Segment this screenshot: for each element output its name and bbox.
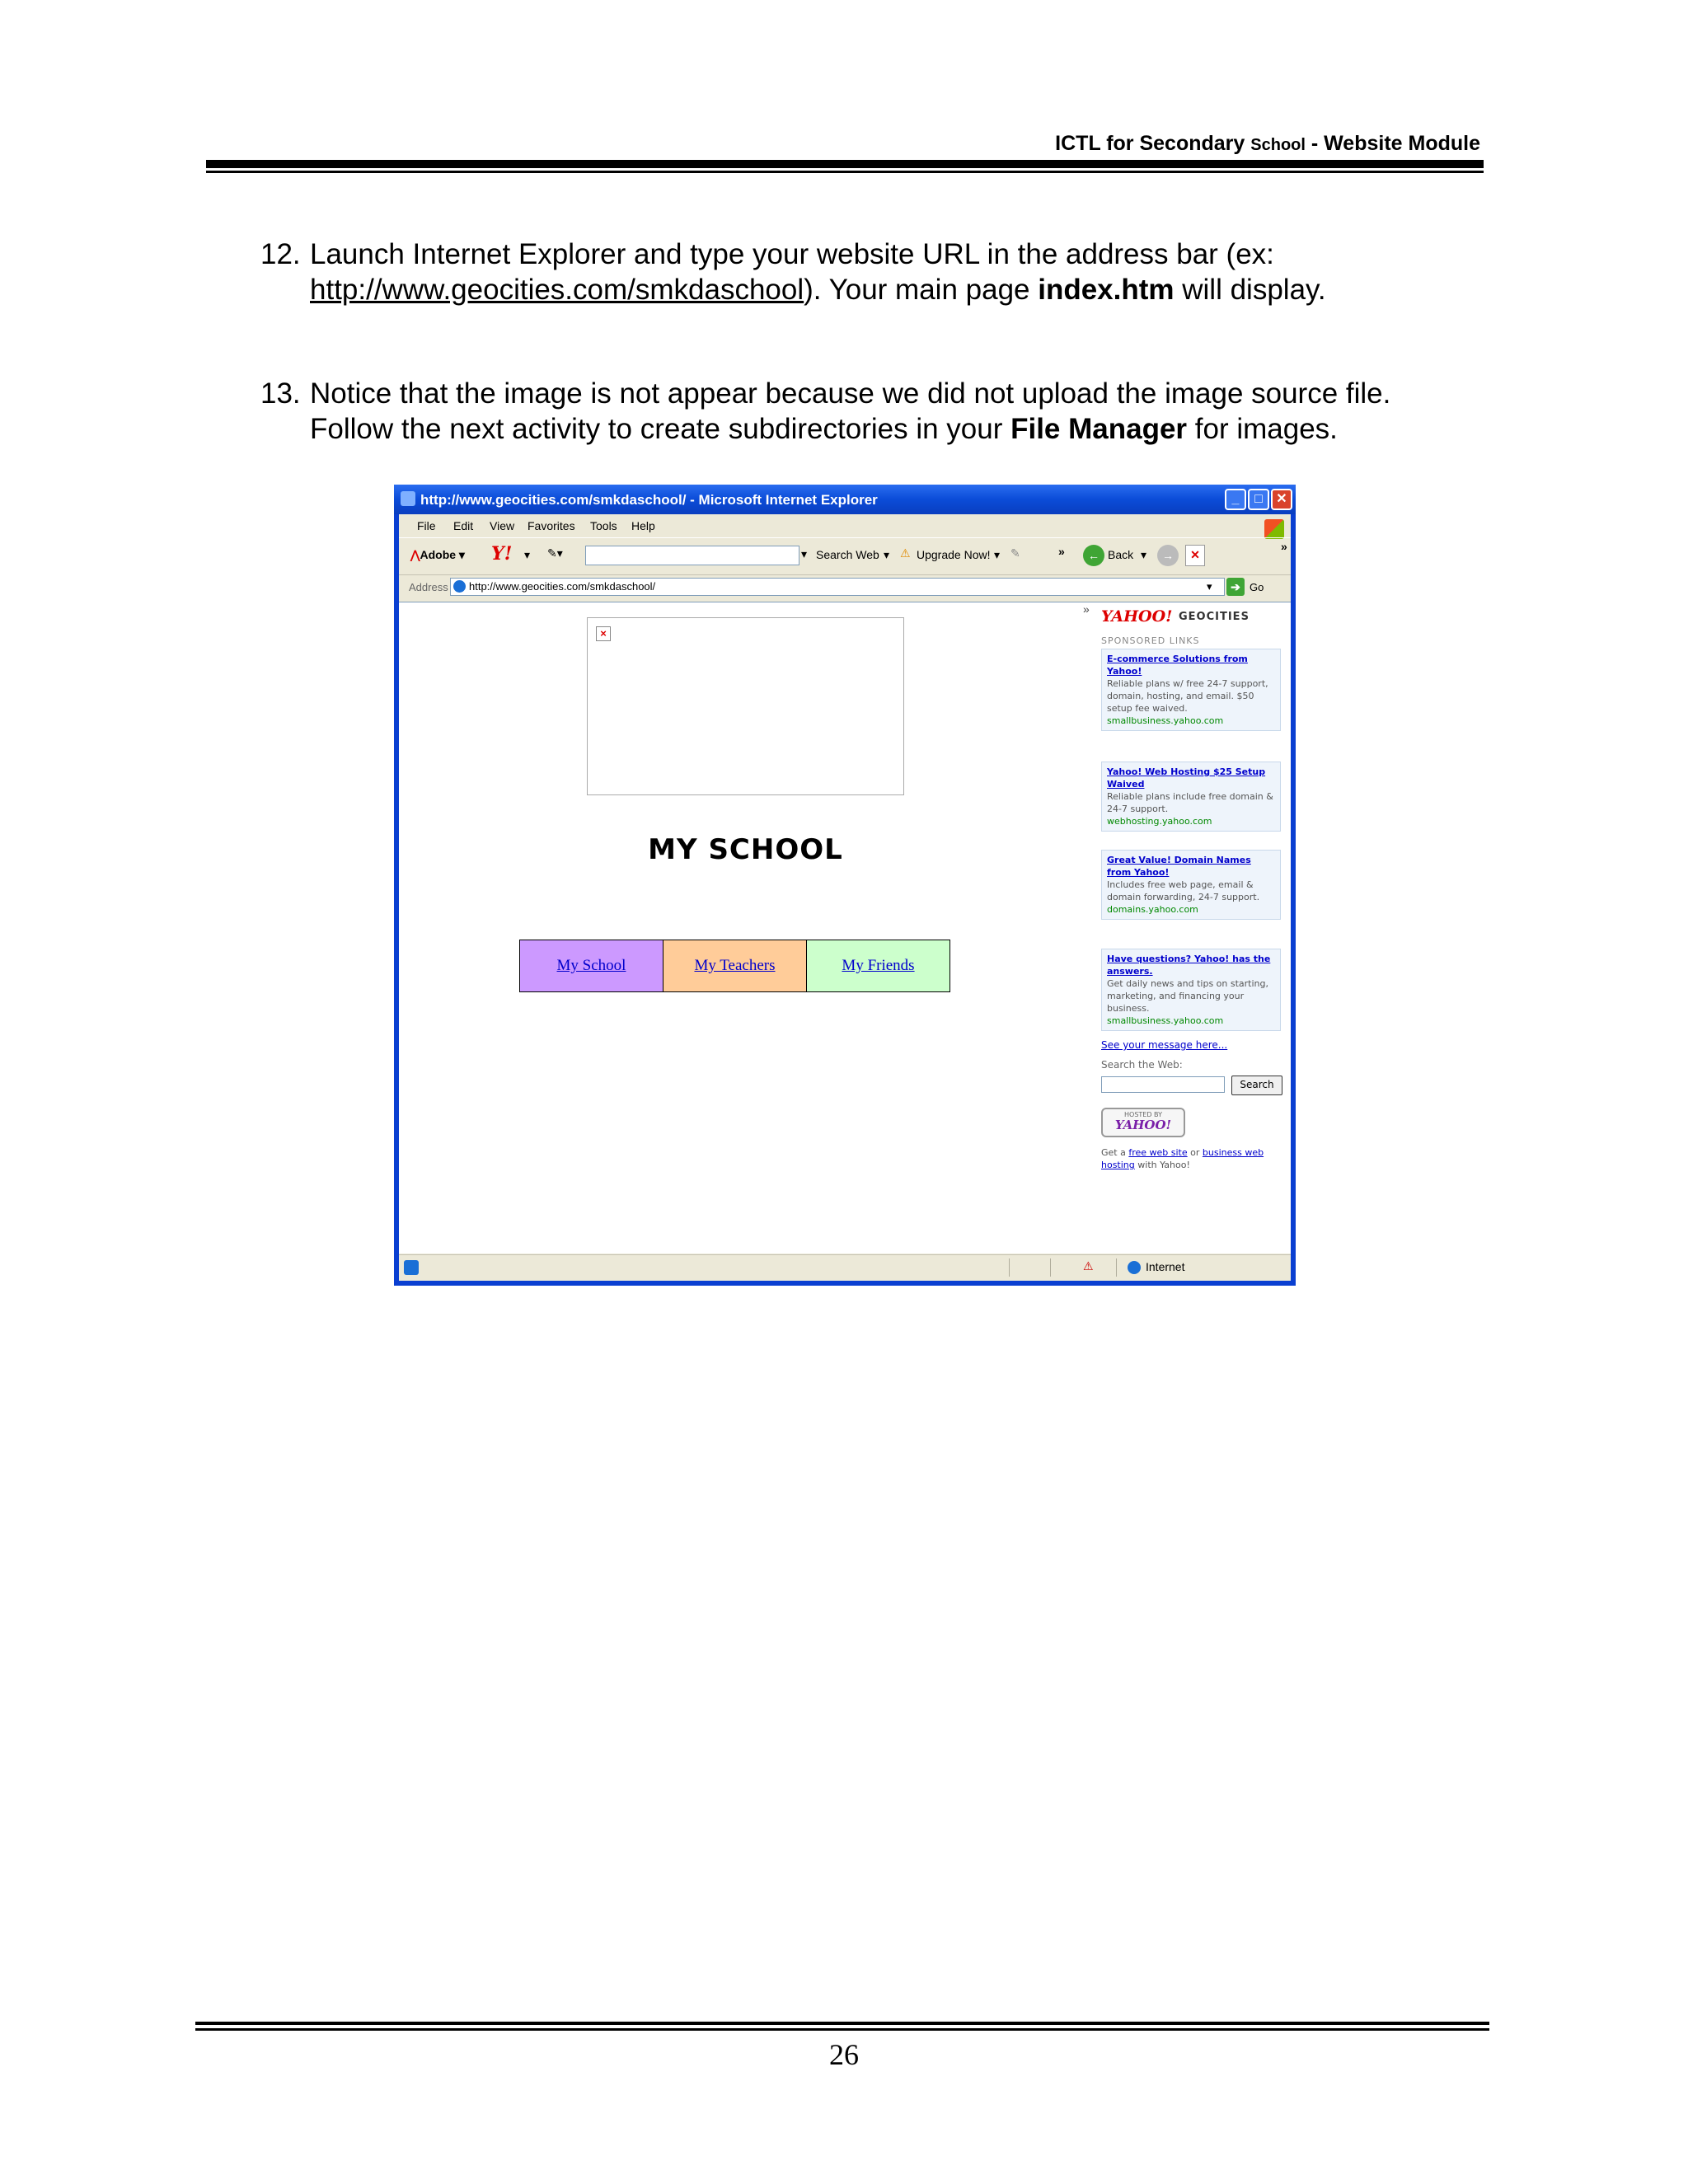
with-yahoo-text: with Yahoo! — [1134, 1160, 1190, 1170]
page-heading: MY SCHOOL — [648, 833, 843, 866]
menu-view[interactable]: View — [490, 519, 515, 532]
step-13 — [260, 376, 1480, 447]
address-dropdown-icon[interactable]: ▾ — [1207, 580, 1212, 593]
address-label: Address — [409, 581, 448, 593]
status-divider — [1009, 1258, 1010, 1277]
toolbar — [399, 537, 1291, 575]
go-arrow-icon[interactable]: ➔ — [1226, 578, 1245, 596]
step-bold: index.htm — [1038, 274, 1175, 306]
free-web-site-link[interactable]: free web site — [1128, 1147, 1188, 1158]
search-dropdown-icon[interactable]: ▾ — [801, 547, 808, 560]
business-hosting-link[interactable]: business web hosting — [1101, 1147, 1264, 1170]
step-number: 13. — [260, 377, 301, 410]
ad-url: webhosting.yahoo.com — [1107, 816, 1212, 827]
ad-description: Reliable plans w/ free 24-7 support, domain, hosting, and email. $50 setup fee waived. — [1107, 678, 1268, 714]
search-web-button[interactable]: Search Web — [816, 548, 879, 561]
missing-image-placeholder — [587, 617, 904, 795]
toolbar-more-right-chevron[interactable]: » — [1281, 540, 1287, 553]
ad-url: domains.yahoo.com — [1107, 904, 1198, 915]
example-url-link[interactable]: http://www.geocities.com/smkdaschool — [310, 274, 804, 306]
minimize-button[interactable]: _ — [1225, 489, 1246, 510]
get-a-text: Get a — [1101, 1147, 1129, 1158]
step-bold: File Manager — [1010, 413, 1188, 445]
geocities-label: GEOCITIES — [1179, 611, 1250, 623]
chevron-right-icon: » — [1083, 602, 1090, 616]
menu-edit[interactable]: Edit — [453, 519, 474, 532]
sidebar-collapse-button[interactable] — [1083, 602, 1100, 644]
page-status-icon — [404, 1260, 419, 1275]
ad-title[interactable]: Yahoo! Web Hosting $25 Setup Waived — [1107, 766, 1266, 790]
hosted-by-label: HOSTED BY — [1124, 1111, 1162, 1118]
address-url: http://www.geocities.com/smkdaschool/ — [469, 580, 656, 593]
nav-link-my-friends[interactable]: My Friends — [806, 940, 950, 991]
forward-arrow-icon[interactable]: → — [1157, 545, 1179, 566]
ie-page-icon — [453, 580, 466, 593]
step-text: Notice that the image is not appear because we did not upload the image source file. Follow the next activity to create subdirectories in your — [310, 377, 1391, 445]
privacy-icon[interactable]: ⚠ — [1083, 1259, 1094, 1272]
status-bar — [399, 1254, 1291, 1280]
step-text-mid: ). Your main page — [804, 274, 1039, 306]
ad-title[interactable]: E-commerce Solutions from Yahoo! — [1107, 654, 1248, 677]
ad-title[interactable]: Have questions? Yahoo! has the answers. — [1107, 954, 1271, 977]
back-button[interactable]: Back — [1108, 548, 1134, 561]
footer-rule-thin — [195, 2028, 1489, 2031]
or-text: or — [1187, 1147, 1203, 1158]
menu-favorites[interactable]: Favorites — [528, 519, 575, 532]
hosted-yahoo-logo: YAHOO! — [1114, 1118, 1172, 1132]
address-input[interactable] — [450, 578, 1225, 596]
title-bar[interactable] — [394, 485, 1296, 514]
search-web-label: Search the Web: — [1101, 1059, 1183, 1071]
page-content — [399, 602, 1291, 1254]
close-button[interactable]: ✕ — [1271, 489, 1292, 510]
address-bar — [399, 575, 1291, 600]
internet-zone-icon — [1128, 1261, 1141, 1274]
page-header — [1055, 132, 1480, 156]
window-title: http://www.geocities.com/smkdaschool/ - Microsoft Internet Explorer — [420, 492, 878, 508]
ad-title[interactable]: Great Value! Domain Names from Yahoo! — [1107, 855, 1251, 878]
sponsored-ad[interactable] — [1101, 850, 1281, 920]
footer-rule-thick — [195, 2022, 1489, 2025]
menu-tools[interactable]: Tools — [590, 519, 617, 532]
upgrade-now-button[interactable]: Upgrade Now! — [917, 548, 991, 561]
back-dropdown-icon[interactable]: ▾ — [1141, 548, 1147, 561]
maximize-button[interactable]: □ — [1248, 489, 1269, 510]
toolbar-more-chevron[interactable]: » — [1058, 545, 1065, 558]
header-title-part1: ICTL for Secondary — [1055, 132, 1251, 155]
nav-link-my-school[interactable]: My School — [520, 940, 663, 991]
adobe-label: Adobe — [420, 548, 457, 561]
ie-window — [394, 485, 1296, 1286]
menu-help[interactable]: Help — [631, 519, 655, 532]
upgrade-dropdown-icon[interactable]: ▾ — [994, 548, 1001, 561]
nav-link-my-teachers[interactable]: My Teachers — [663, 940, 806, 991]
sidebar-search-input[interactable] — [1101, 1076, 1225, 1093]
header-title-part2: School — [1250, 136, 1306, 154]
see-message-link[interactable]: See your message here... — [1101, 1039, 1228, 1051]
yahoo-logo: YAHOO! — [1101, 607, 1173, 626]
get-free-site-text — [1101, 1146, 1287, 1171]
ad-description: Includes free web page, email & domain forwarding, 24-7 support. — [1107, 879, 1260, 902]
sponsored-ad[interactable] — [1101, 649, 1281, 731]
ad-url: smallbusiness.yahoo.com — [1107, 1015, 1224, 1026]
step-text-after: for images. — [1187, 413, 1338, 445]
sponsored-ad[interactable] — [1101, 949, 1281, 1031]
search-web-dropdown-icon[interactable]: ▾ — [884, 548, 890, 561]
nav-table — [519, 940, 950, 992]
pencil-icon[interactable]: ✎▾ — [547, 546, 563, 560]
menu-file[interactable]: File — [417, 519, 436, 532]
internet-zone-label: Internet — [1146, 1260, 1185, 1273]
warning-icon: ⚠ — [900, 546, 911, 560]
step-number: 12. — [260, 238, 301, 270]
back-arrow-icon[interactable]: ← — [1083, 545, 1104, 566]
sponsored-ad[interactable] — [1101, 762, 1281, 832]
ad-description: Reliable plans include free domain & 24-7 support. — [1107, 791, 1273, 814]
yahoo-toolbar-button[interactable]: Y! — [491, 543, 513, 565]
header-title-part3: - Website Module — [1305, 132, 1480, 155]
highlighter-icon[interactable]: ✎ — [1010, 546, 1020, 560]
windows-logo-icon — [1264, 519, 1284, 539]
status-divider — [1050, 1258, 1051, 1277]
toolbar-search-input[interactable] — [585, 546, 799, 565]
yahoo-dropdown-icon[interactable]: ▾ — [524, 548, 531, 561]
adobe-icon: ⋀ — [410, 548, 420, 561]
browser-client — [399, 514, 1291, 1281]
ad-url: smallbusiness.yahoo.com — [1107, 715, 1224, 726]
go-button[interactable]: Go — [1250, 581, 1264, 593]
status-divider — [1116, 1258, 1117, 1277]
adobe-button[interactable]: ⋀Adobe ▾ — [410, 548, 465, 561]
stop-icon[interactable]: ✕ — [1185, 545, 1205, 566]
step-text-after: will display. — [1174, 274, 1326, 306]
page-number: 26 — [829, 2038, 859, 2071]
header-rule-thin — [206, 171, 1484, 173]
hosted-by-yahoo-badge[interactable] — [1101, 1108, 1185, 1137]
step-text: Launch Internet Explorer and type your website URL in the address bar (ex: — [310, 238, 1274, 270]
ie-page-icon — [401, 491, 415, 506]
sponsored-links-label: SPONSORED LINKS — [1101, 635, 1200, 646]
header-rule-thick — [206, 160, 1484, 168]
sidebar-search-button[interactable]: Search — [1231, 1076, 1282, 1095]
broken-image-icon: × — [596, 626, 611, 641]
menu-bar — [399, 514, 1291, 537]
step-12 — [260, 237, 1480, 307]
ad-description: Get daily news and tips on starting, marketing, and financing your business. — [1107, 978, 1269, 1014]
